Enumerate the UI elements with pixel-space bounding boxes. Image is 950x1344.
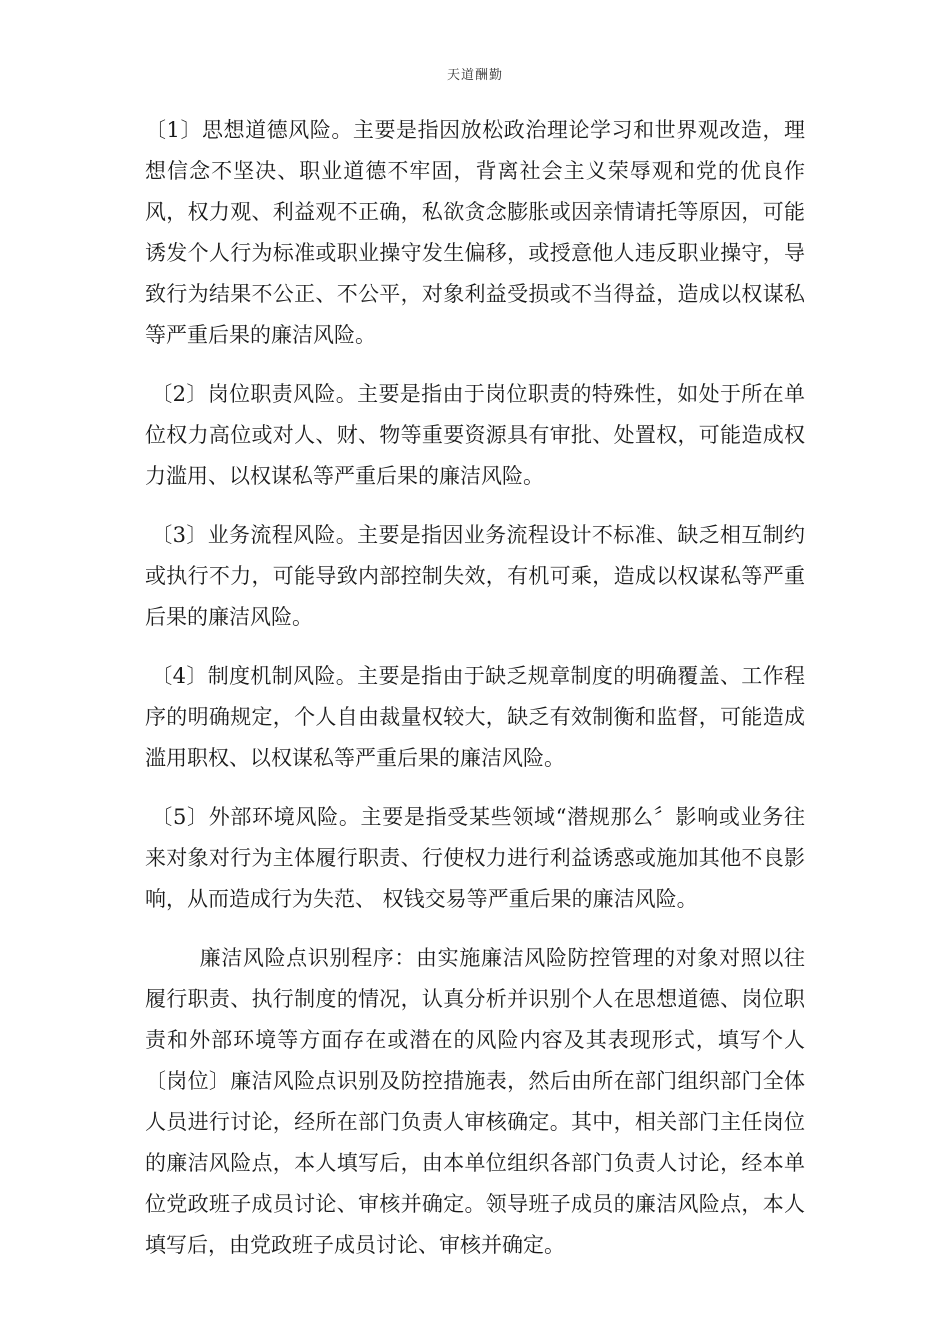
document-body — [145, 110, 805, 1284]
paragraph-ideology-risk: 〔1〕思想道德风险。主要是指因放松政治理论学习和世界观改造，理想信念不坚决、职业道德不牢固，背离社会主义荣辱观和党的优良作风，权力观、利益观不正确，私欲贪念膨胀或因亲情请托等原因，可能诱发个人行为标准或职业操守发生偏移，或授意他人违反职业操守，导致行为结果不公正、不公平，对象利益受损或不当得益，造成以权谋私等严重后果的廉洁风险。 — [145, 118, 805, 347]
paragraph-environment-risk: 〔5〕外部环境风险。主要是指受某些领域“潜规那么〞影响或业务往来对象对行为主体履行职责、行使权力进行利益诱惑或施加其他不良影响，从而造成行为失范、 权钱交易等严重后果的廉洁风险。 — [145, 805, 805, 911]
page-header: 天道酬勤 — [446, 68, 503, 83]
paragraph-institution-risk: 〔4〕制度机制风险。主要是指由于缺乏规章制度的明确覆盖、工作程序的明确规定，个人自由裁量权较大，缺乏有效制衡和监督，可能造成滥用职权、以权谋私等严重后果的廉洁风险。 — [145, 664, 805, 770]
paragraph-process-risk: 〔3〕业务流程风险。主要是指因业务流程设计不标准、缺乏相互制约或执行不力，可能导致内部控制失效，有机可乘，造成以权谋私等严重后果的廉洁风险。 — [145, 523, 805, 629]
paragraph-identification-procedure: 廉洁风险点识别程序：由实施廉洁风险防控管理的对象对照以往履行职责、执行制度的情况，认真分析并识别个人在思想道德、岗位职责和外部环境等方面存在或潜在的风险内容及其表现形式，填写个人〔岗位〕廉洁风险点识别及防控措施表，然后由所在部门组织部门全体人员进行讨论，经所在部门负责人审核确定。其中，相关部门主任岗位的廉洁风险点，本人填写后，由本单位组织各部门负责人讨论，经本单位党政班子成员讨论、审核并确定。领导班子成员的廉洁风险点，本人填写后，由党政班子成员讨论、审核并确定。 — [145, 946, 805, 1257]
paragraph-position-risk: 〔2〕岗位职责风险。主要是指由于岗位职责的特殊性，如处于所在单位权力高位或对人、财、物等重要资源具有审批、处置权，可能造成权力滥用、以权谋私等严重后果的廉洁风险。 — [145, 382, 805, 488]
